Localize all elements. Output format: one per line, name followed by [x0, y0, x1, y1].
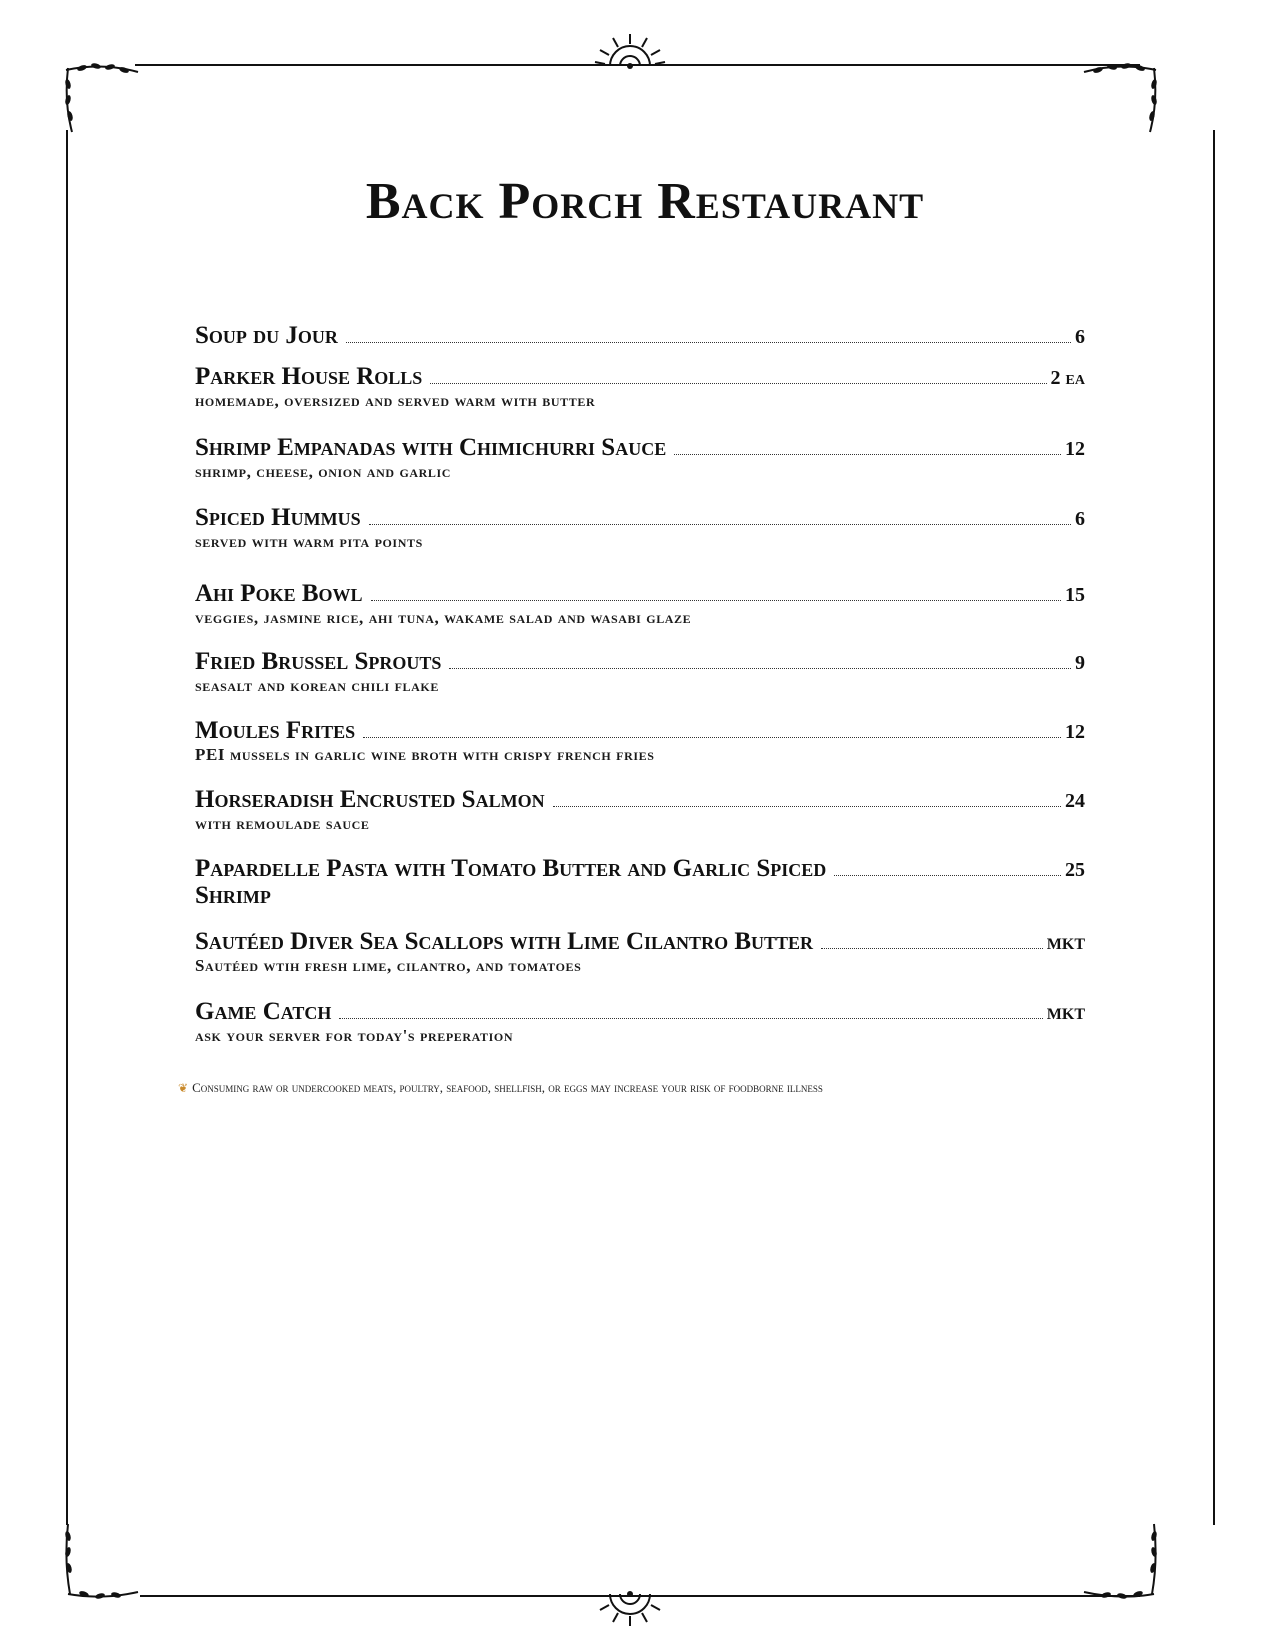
- dot-leader: [430, 383, 1046, 384]
- menu-item: [195, 504, 1085, 553]
- item-price: 6: [1075, 326, 1085, 348]
- item-description: shrimp, cheese, onion and garlic: [195, 462, 452, 481]
- frame-left-border: [66, 130, 68, 1525]
- dot-leader: [369, 524, 1071, 525]
- item-description: homemade, oversized and served warm with butter: [195, 391, 596, 410]
- menu-item: [195, 928, 1085, 977]
- item-name: Shrimp Empanadas with Chimichurri Sauce: [195, 434, 667, 461]
- menu-item: [195, 322, 1085, 349]
- menu-item: [195, 434, 1085, 483]
- item-price: 12: [1065, 438, 1085, 460]
- leaf-vine-icon: [62, 1520, 142, 1600]
- item-description: Sautéed wtih fresh lime, cilantro, and tomatoes: [195, 956, 582, 975]
- dot-leader: [363, 737, 1061, 738]
- item-price: 9: [1075, 652, 1085, 674]
- item-name: Soup du Jour: [195, 322, 338, 349]
- item-price: MKT: [1046, 1006, 1085, 1023]
- item-name: Sautéed Diver Sea Scallops with Lime Cilantro Butter: [195, 928, 814, 955]
- menu-item: [195, 786, 1085, 835]
- item-price: 25: [1065, 859, 1085, 881]
- dot-leader: [346, 342, 1071, 343]
- frame-right-border: [1213, 130, 1215, 1525]
- item-name: Fried Brussel Sprouts: [195, 648, 442, 675]
- item-price: 6: [1075, 508, 1085, 530]
- item-name: Parker House Rolls: [195, 363, 423, 390]
- menu-item: [195, 855, 1085, 909]
- item-name: Papardelle Pasta with Tomato Butter and Garlic Spiced: [195, 855, 827, 882]
- dot-leader: [674, 454, 1061, 455]
- leaf-vine-icon: [62, 62, 142, 137]
- item-name: Moules Frites: [195, 717, 356, 744]
- item-name: Horseradish Encrusted Salmon: [195, 786, 545, 813]
- item-description: veggies, jasmine rice, ahi tuna, wakame salad and wasabi glaze: [195, 608, 692, 627]
- sun-icon: [585, 1590, 675, 1630]
- item-price: 15: [1065, 584, 1085, 606]
- dot-leader: [339, 1018, 1042, 1019]
- menu-item: [195, 648, 1085, 697]
- dot-leader: [821, 948, 1043, 949]
- item-price: 12: [1065, 721, 1085, 743]
- dot-leader: [371, 600, 1061, 601]
- item-description: with remoulade sauce: [195, 814, 370, 833]
- item-description: seasalt and korean chili flake: [195, 676, 439, 695]
- dot-leader: [834, 875, 1061, 876]
- item-description: PEI mussels in garlic wine broth with crispy french fries: [195, 745, 655, 764]
- menu-item: [195, 580, 1085, 629]
- menu-item: [195, 363, 1085, 412]
- food-safety-disclaimer: [178, 1080, 1078, 1096]
- disclaimer-text: Consuming raw or undercooked meats, poultry, seafood, shellfish, or eggs may increase your risk of foodborne illness: [192, 1080, 823, 1095]
- item-description: served with warm pita points: [195, 532, 423, 551]
- page-title: Back Porch Restaurant: [365, 173, 925, 230]
- item-price: MKT: [1046, 936, 1085, 953]
- dot-leader: [449, 668, 1071, 669]
- item-name: Spiced Hummus: [195, 504, 361, 531]
- item-name: Game Catch: [195, 998, 332, 1025]
- dot-leader: [553, 806, 1061, 807]
- item-price: 2 ea: [1050, 367, 1085, 389]
- leaf-vine-icon: [1080, 62, 1160, 137]
- leaf-icon: ❦: [178, 1081, 189, 1095]
- leaf-vine-icon: [1080, 1520, 1160, 1600]
- menu-item: [195, 998, 1085, 1047]
- item-description: ask your server for today's preperation: [195, 1026, 514, 1045]
- item-name: Ahi Poke Bowl: [195, 580, 363, 607]
- item-name-continued: Shrimp: [195, 882, 271, 909]
- item-price: 24: [1065, 790, 1085, 812]
- sun-icon: [585, 30, 675, 70]
- menu-item: [195, 717, 1085, 766]
